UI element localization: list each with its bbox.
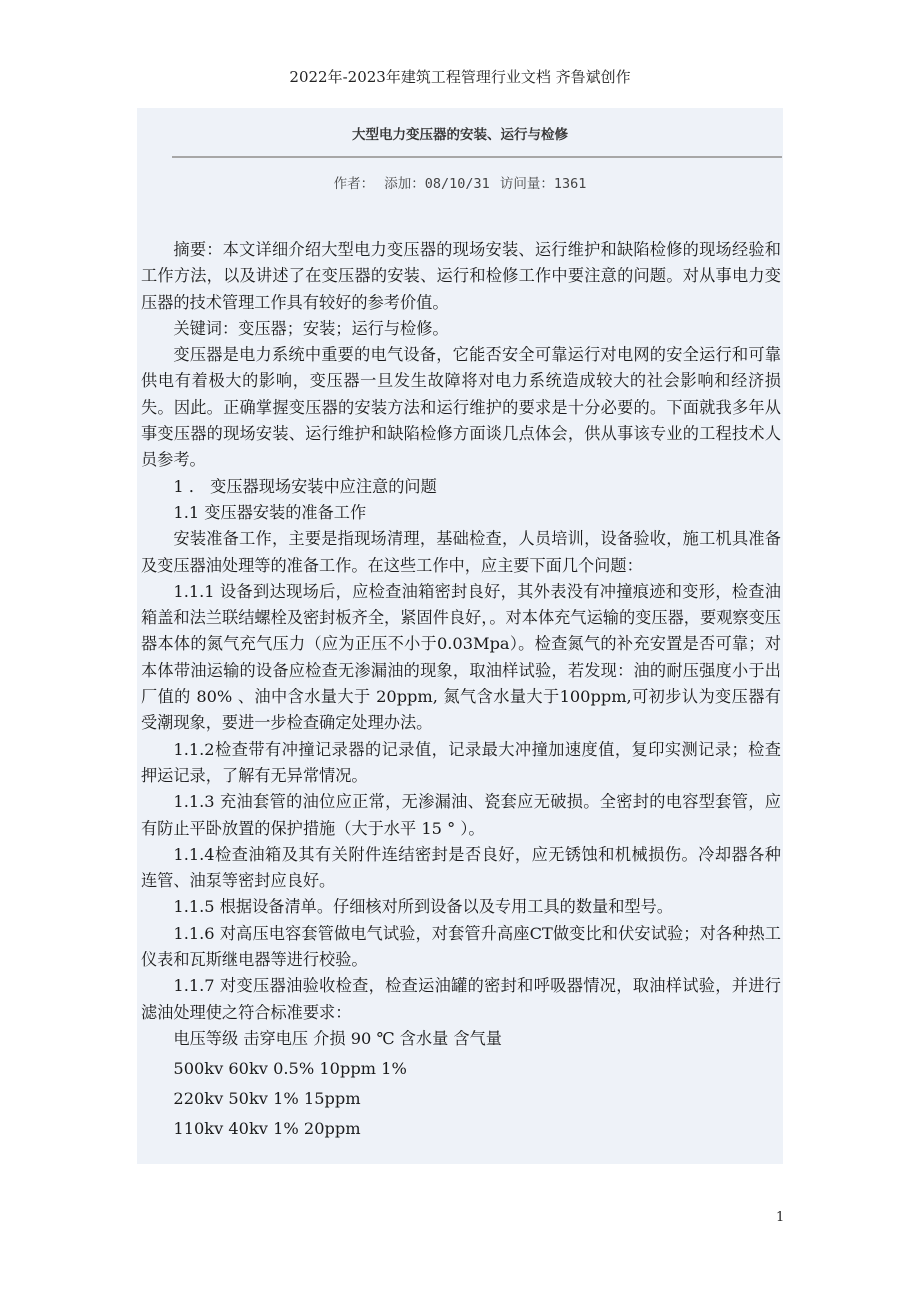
abstract-paragraph: 摘要：本文详细介绍大型电力变压器的现场安装、运行维护和缺陷检修的现场经验和工作方法，以及讲述了在变压器的安装、运行和检修工作中要注意的问题。对从事电力变压器的技术管理工作具有较好的参考价值。 [141,240,781,312]
oil-table-row: 220kv 50kv 1% 15ppm [173,1088,361,1108]
article-title: 大型电力变压器的安装、运行与检修 [352,127,568,143]
item-1-1-4: 1.1.4检查油箱及其有关附件连结密封是否良好，应无锈蚀和机械损伤。冷却器各种连管、油泵等密封应良好。 [141,844,781,891]
item-1-1-5: 1.1.5 根据设备清单。仔细核对所到设备以及专用工具的数量和型号。 [173,897,673,917]
item-1-1-3: 1.1.3 充油套管的油位应正常，无渗漏油、瓷套应无破损。全密封的电容型套管，应有防止平卧放置的保护措施（大于水平 15 ° ）。 [141,792,781,838]
body-paragraph: 安装准备工作，主要是指现场清理，基础检查，人员培训，设备验收，施工机具准备及变压器油处理等的准备工作。在这些工作中，应主要下面几个问题： [141,529,781,575]
oil-table-row: 110kv 40kv 1% 20ppm [173,1118,361,1138]
subsection-heading-1-1: 1.1 变压器安装的准备工作 [173,502,367,522]
page-header: 2022年-2023年建筑工程管理行业文档 齐鲁斌创作 [289,68,631,86]
item-1-1-6: 1.1.6 对高压电容套管做电气试验，对套管升高座CT做变比和伏安试验；对各种热工仪表和瓦斯继电器等进行校验。 [141,923,781,970]
keywords-paragraph: 关键词：变压器；安装；运行与检修。 [173,318,449,338]
item-1-1-7: 1.1.7 对变压器油验收检查，检查运油罐的密封和呼吸器情况，取油样试验，并进行滤油处理使之符合标准要求： [141,976,781,1022]
item-1-1-2: 1.1.2检查带有冲撞记录器的记录值，记录最大冲撞加速度值，复印实测记录；检查押运记录，了解有无异常情况。 [141,739,781,785]
article-meta: 作者： 添加：08/10/31 访问量：1361 [333,176,587,192]
section-heading-1: 1 ． 变压器现场安装中应注意的问题 [173,476,437,496]
oil-table-row: 500kv 60kv 0.5% 10ppm 1% [173,1058,407,1078]
page-number: 1 [776,1210,785,1225]
intro-paragraph: 变压器是电力系统中重要的电气设备，它能否安全可靠运行对电网的安全运行和可靠供电有着极大的影响，变压器一旦发生故障将对电力系统造成较大的社会影响和经济损失。因此。正确掌握变压器的安装方法和运行维护的要求是十分必要的。下面就我多年从事变压器的现场安装、运行维护和缺陷检修方面谈几点体会，供从事该专业的工程技术人员参考。 [141,345,781,470]
article-body [141,237,781,1145]
item-1-1-1: 1.1.1 设备到达现场后，应检查油箱密封良好，其外表没有冲撞痕迹和变形，检查油箱盖和法兰联结螺栓及密封板齐全，紧固件良好，。对本体充气运输的变压器，要观察变压器本体的氮气充气压力（应为正压不小于0.03Mpa）。检查氮气的补充安置是否可靠；对本体带油运输的设备应检查无渗漏油的现象，取油样试验，若发现：油的耐压强度小于出厂值的 80% 、油中含水量大于 20ppm, 氮气含水量大于100ppm,可初步认为变压器有受潮现象，要进一步检查确定处理办法。 [141,581,781,733]
oil-table-header: 电压等级 击穿电压 介损 90 ℃ 含水量 含气量 [173,1028,502,1048]
title-divider [172,156,782,158]
